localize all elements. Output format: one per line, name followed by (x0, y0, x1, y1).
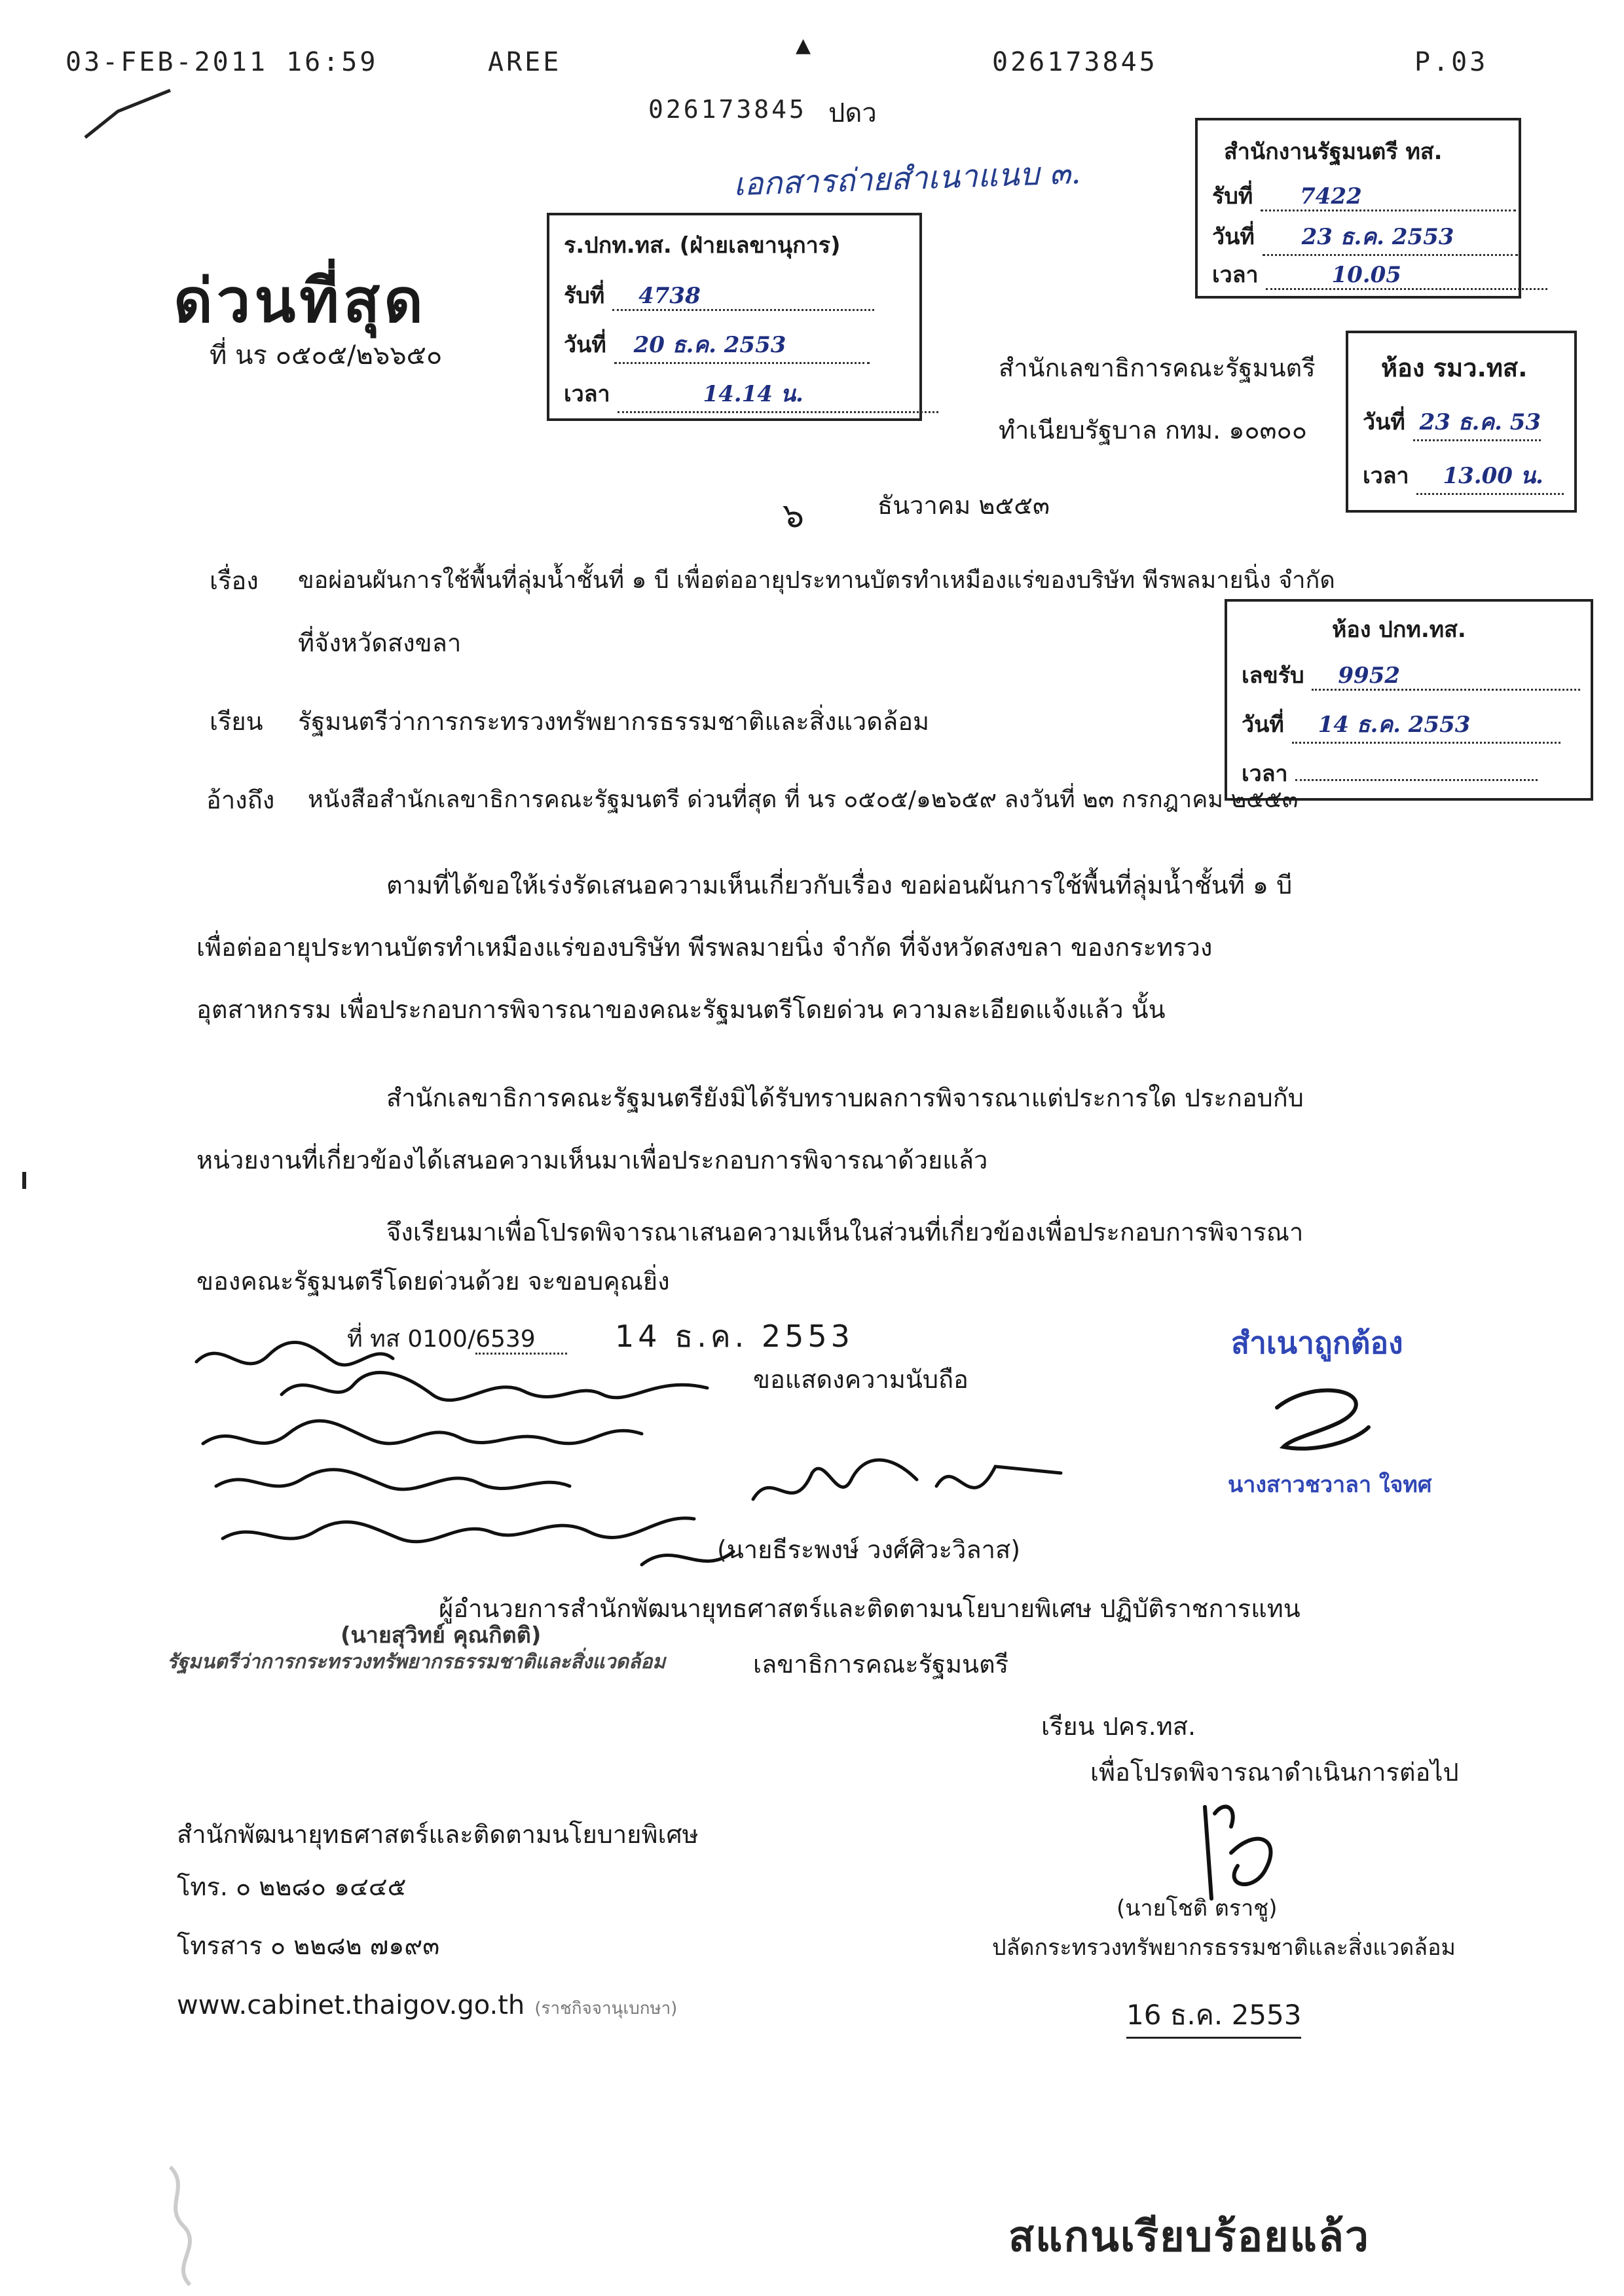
subject-line2: ที่จังหวัดสงขลา (298, 629, 462, 657)
stamp-label: เวลา (564, 381, 610, 407)
pen-stroke-mark (79, 85, 177, 144)
reference-text: หนังสือสำนักเลขาธิการคณะรัฐมนตรี ด่วนที่สุด ที่ นร ๐๕๐๕/๑๒๖๕๙ ลงวันที่ ๒๓ กรกฎาคม ๒๕๕๓ (308, 786, 1299, 813)
stamp-label: วันที่ (564, 332, 606, 358)
paragraph-3-line2: ของคณะรัฐมนตรีโดยด่วนด้วย จะขอบคุณยิ่ง (196, 1267, 670, 1296)
stamp-value: 7422 (1261, 183, 1516, 211)
reference-label: อ้างถึง (206, 786, 275, 814)
forward-stamp-number: 6539 (475, 1326, 567, 1355)
stamp-value: 4738 (612, 283, 874, 311)
certified-copy-footer: นางสาวชวาลา ใจทศ (1228, 1472, 1432, 1498)
signer-title2: เลขาธิการคณะรัฐมนตรี (753, 1650, 1009, 1679)
footer-org-name: สำนักพัฒนายุทธศาสตร์และติดตามนโยบายพิเศษ (177, 1820, 699, 1849)
stamp-row (1212, 219, 1518, 256)
fax-sender: AREE (488, 47, 562, 77)
stamp-title: สำนักงานรัฐมนตรี ทส. (1224, 139, 1443, 165)
stamp-value: 9952 (1312, 663, 1580, 691)
letter-date-day: ๖ (783, 496, 805, 536)
stamp-value: 10.05 (1266, 262, 1547, 290)
stamp-label: รับที่ (1212, 183, 1253, 210)
stamp-title: ห้อง รมว.ทส. (1381, 354, 1528, 382)
stamp-row (1363, 458, 1564, 495)
sub-fax-note: ปดว (828, 98, 877, 128)
fax-page: P.03 (1414, 47, 1488, 77)
paragraph-1-line2: เพื่อต่ออายุประทานบัตรทำเหมืองแร่ของบริษัท พีรพลมายนิ่ง จำกัด ที่จังหวัดสงขลา ของกระทรวง (196, 933, 1213, 962)
stamp-value: 14.14 น. (618, 376, 938, 413)
stamp-row (564, 376, 938, 413)
permsec-signature (1179, 1787, 1297, 1905)
permsec-action: เพื่อโปรดพิจารณาดำเนินการต่อไป (1090, 1758, 1459, 1787)
paragraph-2-line1: สำนักเลขาธิการคณะรัฐมนตรียังมิได้รับทราบผลการพิจารณาแต่ประการใด ประกอบกับ (386, 1084, 1304, 1112)
minister-title: รัฐมนตรีว่าการกระทรวงทรัพยากรธรรมชาติและสิ่งแวดล้อม (167, 1650, 666, 1673)
permsec-name: (นายโชติ ตราชู) (1116, 1895, 1278, 1922)
doc-number: ที่ นร ๐๕๐๕/๒๖๖๕๐ (210, 340, 443, 371)
stamp-value: 20 ธ.ค. 2553 (614, 327, 870, 364)
sender-org-line2: ทำเนียบรัฐบาล กทม. ๑๐๓๐๐ (999, 416, 1307, 445)
fax-datetime: 03-FEB-2011 16:59 (65, 47, 378, 77)
stamp-label: เวลา (1363, 463, 1409, 489)
stamp-room-pokthor (1225, 599, 1593, 801)
stamp-row (1212, 257, 1547, 292)
scanned-stamp: สแกนเรียบร้อยแล้ว (1008, 2213, 1370, 2261)
stamp-label: เลขรับ (1242, 663, 1304, 689)
stamp-label: วันที่ (1363, 409, 1405, 435)
certified-copy-signature (1257, 1375, 1388, 1460)
minister-name: (นายสุวิทย์ คุณกิตติ) (341, 1622, 542, 1649)
footer-website-note: (ราชกิจจานุเบกษา) (534, 1999, 678, 2018)
stamp-label: เวลา (1212, 262, 1259, 288)
footer-fax: โทรสาร ๐ ๒๒๘๒ ๗๑๙๓ (177, 1931, 440, 1960)
urgent-title: ด่วนที่สุด (174, 266, 427, 336)
stamp-row (1242, 657, 1580, 693)
forward-stamp-prefix: ที่ ทส 0100/ (347, 1326, 476, 1353)
recipient-label: เรียน (210, 707, 263, 736)
stamp-row (564, 327, 870, 364)
punch-mark (22, 1172, 26, 1189)
permsec-to: เรียน ปคร.ทส. (1041, 1712, 1196, 1741)
stamp-label: วันที่ (1212, 224, 1255, 250)
stamp-label: รับที่ (564, 283, 605, 309)
paragraph-1-line1: ตามที่ได้ขอให้เร่งรัดเสนอความเห็นเกี่ยวกับเรื่อง ขอผ่อนผันการใช้พื้นที่ลุ่มน้ำชั้นที่ ๑ บี (386, 871, 1293, 900)
permsec-date: 16 ธ.ค. 2553 (1126, 1994, 1301, 2039)
stamp-title: ร.ปกท.ทส. (ฝ่ายเลขานุการ) (564, 232, 841, 259)
stamp-row (1242, 706, 1560, 744)
closing: ขอแสดงความนับถือ (753, 1365, 969, 1394)
stamp-label: วันที่ (1242, 712, 1284, 738)
smudge-mark (131, 2160, 223, 2291)
certified-copy-title: สำเนาถูกต้อง (1231, 1325, 1403, 1360)
stamp-title: ห้อง ปกท.ทส. (1332, 617, 1466, 643)
paragraph-1-line3: อุตสาหกรรม เพื่อประกอบการพิจารณาของคณะรัฐมนตรีโดยด่วน ความละเอียดแจ้งแล้ว นั้น (196, 995, 1166, 1024)
stamp-value: 13.00 น. (1416, 458, 1564, 495)
stamp-row (564, 278, 874, 313)
stamp-value (1295, 779, 1538, 781)
stamp-value: 23 ธ.ค. 2553 (1263, 219, 1518, 256)
stamp-row (1212, 178, 1516, 213)
signer-title1: ผู้อำนวยการสำนักพัฒนายุทธศาสตร์และติดตามนโยบายพิเศษ ปฏิบัติราชการแทน (439, 1594, 1301, 1623)
up-arrow-icon: ▲ (796, 34, 811, 57)
stamp-received-pokthor (547, 213, 922, 421)
footer-website-url: www.cabinet.thaigov.go.th (177, 1990, 525, 2020)
letter-date-month-year: ธันวาคม ๒๕๕๓ (877, 491, 1050, 520)
stamp-minister-office (1195, 118, 1521, 299)
stamp-value: 14 ธ.ค. 2553 (1292, 706, 1560, 744)
stamp-label: เวลา (1242, 761, 1288, 787)
stamp-room-rmw (1346, 331, 1577, 513)
stamp-row (1363, 404, 1541, 441)
subject-label: เรื่อง (210, 566, 259, 595)
forward-stamp-date: 14 ธ.ค. 2553 (614, 1319, 854, 1354)
signer-name: (นายธีระพงษ์ วงศ์ศิวะวิลาส) (717, 1535, 1021, 1564)
fax-number: 026173845 (992, 47, 1158, 77)
footer-website (177, 1990, 677, 2022)
paragraph-3-line1: จึงเรียนมาเพื่อโปรดพิจารณาเสนอความเห็นในส่วนที่เกี่ยวข้องเพื่อประกอบการพิจารณา (386, 1218, 1304, 1247)
recipient-text: รัฐมนตรีว่าการกระทรวงทรัพยากรธรรมชาติและสิ่งแวดล้อม (298, 707, 930, 736)
sub-fax-line: 026173845 (648, 95, 807, 124)
stamp-value: 23 ธ.ค. 53 (1413, 404, 1541, 441)
sender-org-line1: สำนักเลขาธิการคณะรัฐมนตรี (999, 354, 1316, 382)
footer-phone: โทร. ๐ ๒๒๘๐ ๑๔๔๕ (177, 1872, 407, 1901)
handwritten-note-top: เอกสารถ่ายสำเนาแนบ ๓. (733, 154, 1082, 204)
paragraph-2-line2: หน่วยงานที่เกี่ยวข้องได้เสนอความเห็นมาเพื่อประกอบการพิจารณาด้วยแล้ว (196, 1146, 988, 1175)
permsec-title: ปลัดกระทรวงทรัพยากรธรรมชาติและสิ่งแวดล้อม (992, 1935, 1456, 1961)
subject-line1: ขอผ่อนผันการใช้พื้นที่ลุ่มน้ำชั้นที่ ๑ บี เพื่อต่ออายุประทานบัตรทำเหมืองแร่ของบริษัท พีรพลมายนิ่ง จำกัด (298, 567, 1335, 594)
